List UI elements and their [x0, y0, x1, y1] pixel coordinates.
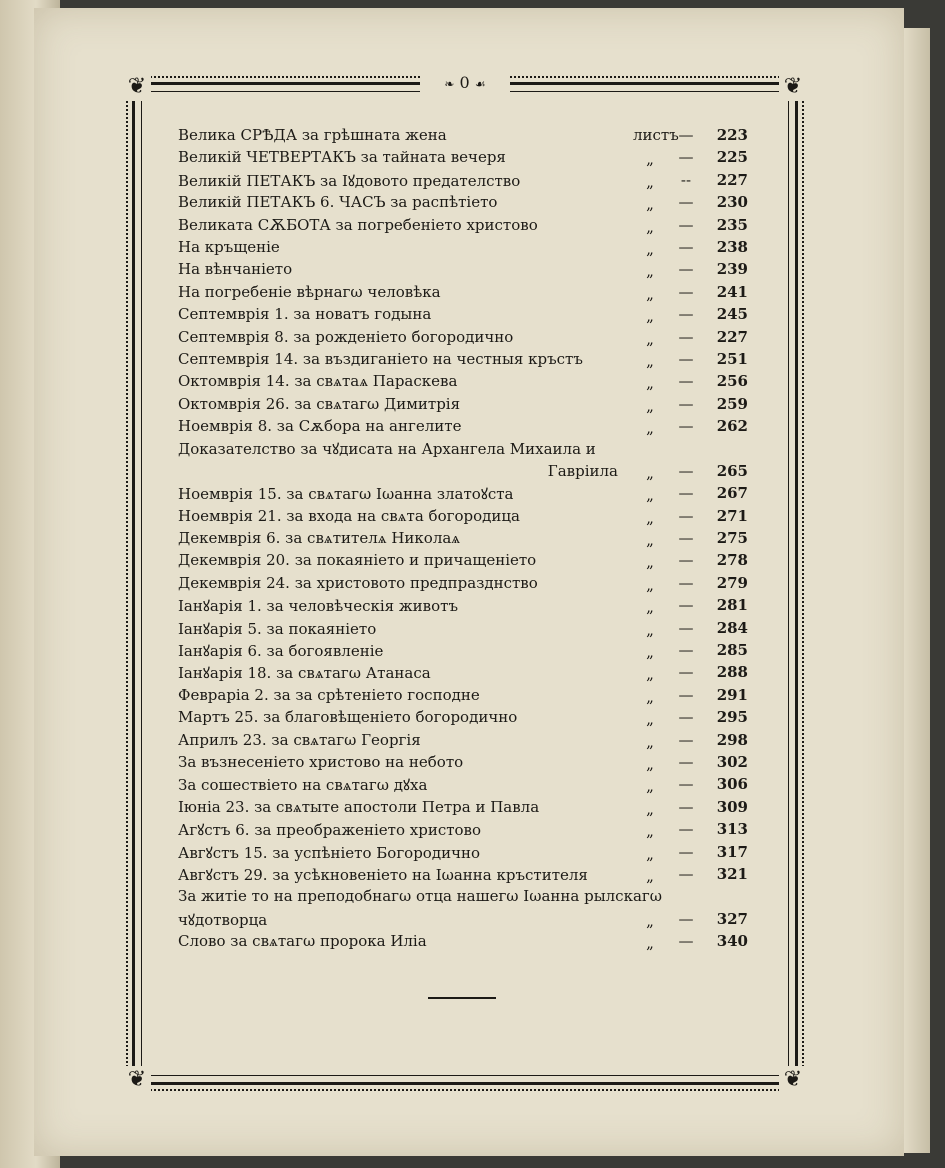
toc-page-number: 340: [716, 932, 748, 951]
toc-row: [178, 238, 748, 260]
toc-ditto-mark: „: [646, 687, 654, 706]
toc-row: [178, 843, 748, 865]
toc-title: Авгꙋстъ 29. за усѣкновеніето на Іωанна кръстителя: [178, 865, 588, 884]
toc-page-number: 309: [716, 797, 748, 816]
toc-ditto-mark: „: [646, 799, 654, 818]
toc-dash: —: [678, 529, 694, 548]
toc-title: Іанꙋарія 5. за покаяніето: [178, 619, 377, 638]
corner-ornament-icon: ❦: [123, 1066, 151, 1094]
toc-title: Великій ПЕТАКЪ за Іꙋдовото предателство: [178, 171, 521, 190]
toc-title: Іанꙋарія 6. за богоявленіе: [178, 641, 384, 660]
toc-page-number: 306: [716, 775, 748, 794]
toc-page-number: 223: [716, 126, 748, 144]
toc-row: [178, 932, 748, 954]
toc-dash: —: [678, 730, 694, 749]
closing-rule: [428, 997, 496, 999]
toc-dash: —: [678, 864, 694, 883]
toc-row: [178, 663, 748, 685]
toc-dash: —: [678, 394, 694, 413]
toc-row: [178, 731, 748, 753]
toc-dash: —: [678, 260, 694, 279]
toc-dash: —: [678, 708, 694, 727]
toc-title: За житіе то на преподобнагω отца нашегω Іωанна рылскагω: [178, 887, 662, 906]
toc-title: Ноемврія 8. за Сѫбора на ангелите: [178, 417, 462, 436]
toc-page-number: 256: [716, 372, 748, 391]
toc-row: [178, 216, 748, 238]
toc-page-number: 271: [716, 506, 748, 525]
toc-dash: —: [678, 193, 694, 212]
toc-title: Гавріила: [547, 461, 618, 480]
toc-ditto-mark: „: [646, 239, 654, 258]
toc-page-number: 302: [716, 752, 748, 771]
toc-row: [178, 574, 748, 596]
toc-row: [178, 260, 748, 282]
toc-page-number: 317: [716, 842, 748, 861]
toc-ditto-mark: „: [646, 150, 654, 169]
toc-page-number: 265: [716, 461, 748, 480]
toc-ditto-mark: „: [646, 822, 654, 841]
toc-ditto-mark: „: [646, 844, 654, 863]
toc-row: [178, 507, 748, 529]
toc-ditto-mark: „: [646, 307, 654, 326]
toc-ditto-mark: „: [646, 777, 654, 796]
toc-row: [178, 439, 748, 461]
toc-row: [178, 887, 748, 909]
toc-ditto-mark: „: [646, 419, 654, 438]
toc-ditto-mark: „: [646, 642, 654, 661]
toc-dash: —: [678, 842, 694, 861]
toc-row: [178, 193, 748, 215]
toc-row: [178, 529, 748, 551]
toc-ditto-mark: „: [646, 754, 654, 773]
toc-row: [178, 596, 748, 618]
toc-ditto-mark: „: [646, 463, 654, 482]
toc-page-number: 251: [716, 349, 748, 368]
toc-ditto-mark: „: [646, 911, 654, 930]
toc-page-number: 259: [716, 394, 748, 413]
toc-ditto-mark: „: [646, 575, 654, 594]
toc-dash: —: [678, 148, 694, 167]
toc-title: За възнесеніето христово на небото: [178, 752, 464, 771]
toc-ditto-mark: „: [646, 396, 654, 415]
toc-page-number: 239: [716, 260, 748, 279]
toc-dash: —: [678, 506, 694, 525]
toc-row: [178, 148, 748, 170]
toc-dash: —: [678, 417, 694, 436]
toc-dash: —: [678, 126, 694, 144]
toc-title: Мартъ 25. за благовѣщеніето богородично: [178, 708, 518, 727]
toc-row: [178, 753, 748, 775]
toc-row: [178, 798, 748, 820]
toc-page-number: 279: [716, 573, 748, 592]
corner-ornament-icon: ❦: [779, 1066, 807, 1094]
toc-dash: —: [678, 215, 694, 234]
toc-ditto-mark: „: [646, 486, 654, 505]
toc-dash: —: [678, 909, 694, 928]
toc-page-number: 321: [716, 864, 748, 883]
toc-row: [178, 551, 748, 573]
toc-dash: —: [678, 640, 694, 659]
toc-dash: —: [678, 573, 694, 592]
toc-title: Октомврія 14. за свѧтаѧ Параскева: [178, 372, 458, 391]
toc-row: [178, 619, 748, 641]
toc-dash: —: [678, 349, 694, 368]
toc-title: Іюніа 23. за свѧтыте апостоли Петра и Павла: [178, 797, 540, 816]
toc-dash: —: [678, 551, 694, 570]
toc-page-number: 284: [716, 618, 748, 637]
toc-ditto-mark: „: [646, 934, 654, 953]
toc-ditto-mark: „: [646, 351, 654, 370]
toc-dash: —: [678, 596, 694, 615]
toc-page-number: 295: [716, 708, 748, 727]
toc-title: Ноемврія 15. за свѧтагω Іωанна златоꙋста: [178, 485, 514, 504]
toc-page-number: 227: [716, 327, 748, 346]
toc-page-number: 238: [716, 237, 748, 256]
toc-page-number: 225: [716, 148, 748, 167]
toc-page-number: 327: [716, 909, 748, 928]
toc-ditto-mark: „: [646, 553, 654, 572]
toc-title: Декемврія 20. за покаяніето и причащеніето: [178, 551, 537, 570]
toc-title: Великій ЧЕТВЕРТАКЪ за тайната вечеря: [178, 148, 506, 167]
toc-dash: —: [678, 685, 694, 704]
table-of-contents: [178, 126, 748, 954]
toc-row: [178, 350, 748, 372]
page-number: 0: [459, 73, 470, 92]
toc-ditto-mark: „: [646, 374, 654, 393]
toc-row: [178, 283, 748, 305]
toc-title: Великій ПЕТАКЪ 6. ЧАСЪ за распѣтіето: [178, 193, 498, 212]
toc-title: На погребеніе вѣрнагω человѣка: [178, 282, 441, 301]
page-number-header: [420, 70, 510, 96]
toc-ditto-mark: „: [646, 710, 654, 729]
toc-row: [178, 820, 748, 842]
toc-dash: —: [678, 372, 694, 391]
toc-page-number: 241: [716, 282, 748, 301]
toc-dash: —: [678, 305, 694, 324]
toc-ditto-mark: „: [646, 217, 654, 236]
toc-page-number: 291: [716, 685, 748, 704]
corner-ornament-icon: ❦: [123, 73, 151, 101]
toc-dash: —: [678, 752, 694, 771]
toc-ditto-mark: „: [646, 598, 654, 617]
toc-page-number: 275: [716, 529, 748, 548]
toc-page-number: 230: [716, 193, 748, 212]
toc-ditto-mark: „: [646, 665, 654, 684]
toc-page-number: 262: [716, 417, 748, 436]
toc-title: Слово за свѧтагω пророка Иліа: [178, 932, 427, 951]
toc-title: Септемврія 8. за рожденіето богородично: [178, 327, 514, 346]
toc-title: Февраріа 2. за за срѣтеніето господне: [178, 685, 480, 704]
toc-ditto-mark: „: [646, 262, 654, 281]
toc-page-number: 227: [716, 170, 748, 189]
toc-dash: —: [678, 663, 694, 682]
toc-page-number: 267: [716, 484, 748, 503]
toc-row: [178, 484, 748, 506]
toc-dash: —: [678, 282, 694, 301]
toc-title: Ноемврія 21. за входа на свѧта богородица: [178, 506, 520, 525]
toc-row: [178, 305, 748, 327]
toc-title: Іанꙋарія 18. за свѧтагω Атанаса: [178, 664, 431, 683]
toc-page-number: 278: [716, 551, 748, 570]
toc-row: [178, 126, 748, 148]
toc-ditto-mark: „: [646, 531, 654, 550]
toc-ditto-mark: „: [646, 172, 654, 191]
toc-dash: —: [678, 797, 694, 816]
toc-dash: —: [678, 618, 694, 637]
toc-title: Септемврія 14. за въздиганіето на честныя кръстъ: [178, 349, 583, 368]
toc-leaf-label: листъ: [633, 126, 679, 144]
toc-ditto-mark: „: [646, 329, 654, 348]
toc-dash: —: [678, 820, 694, 839]
toc-ditto-mark: „: [646, 620, 654, 639]
toc-row: [178, 708, 748, 730]
toc-dash: —: [678, 775, 694, 794]
toc-page-number: 298: [716, 730, 748, 749]
toc-row: [178, 910, 748, 932]
toc-title: Септемврія 1. за новатъ годына: [178, 305, 432, 324]
toc-ditto-mark: „: [646, 508, 654, 527]
toc-ditto-mark: „: [646, 732, 654, 751]
toc-page-number: 285: [716, 640, 748, 659]
toc-title: На кръщеніе: [178, 237, 280, 256]
toc-ditto-mark: „: [646, 284, 654, 303]
toc-title: чꙋдотворца: [178, 910, 268, 929]
toc-title: Априлъ 23. за свѧтагω Георгія: [178, 730, 421, 749]
toc-title: Декемврія 6. за свѧтителѧ Николаѧ: [178, 529, 461, 548]
toc-row: [178, 328, 748, 350]
toc-page-number: 288: [716, 663, 748, 682]
toc-page-number: 281: [716, 596, 748, 615]
leaf-ornament-icon: ☙: [474, 77, 486, 91]
toc-row: [178, 395, 748, 417]
toc-ditto-mark: „: [646, 195, 654, 214]
corner-ornament-icon: ❦: [779, 73, 807, 101]
toc-row: [178, 641, 748, 663]
toc-title: Авгꙋстъ 15. за успѣніето Богородично: [178, 843, 481, 862]
toc-title: Агꙋстъ 6. за преображеніето христово: [178, 821, 482, 840]
toc-title: За сошествіето на свѧтагω дꙋха: [178, 776, 428, 795]
toc-row: [178, 462, 748, 484]
toc-title: Декемврія 24. за христовото предпразднство: [178, 573, 538, 592]
toc-dash: —: [678, 461, 694, 480]
toc-row: [178, 686, 748, 708]
toc-dash: —: [678, 932, 694, 951]
toc-title: Велика СРѢДА за грѣшната жена: [178, 126, 447, 144]
toc-row: [178, 775, 748, 797]
toc-page-number: 313: [716, 820, 748, 839]
toc-title: Доказателство за чꙋдисата на Архангела Михаила и: [178, 440, 596, 459]
toc-page-number: 245: [716, 305, 748, 324]
toc-row: [178, 417, 748, 439]
toc-title: Іанꙋарія 1. за человѣческія животъ: [178, 597, 459, 616]
toc-title: На вѣнчаніето: [178, 260, 293, 279]
toc-dash: --: [680, 170, 692, 189]
toc-title: Великата СѪБОТА за погребеніето христово: [178, 215, 538, 234]
toc-row: [178, 372, 748, 394]
toc-dash: —: [678, 484, 694, 503]
toc-title: Октомврія 26. за свѧтагω Димитрія: [178, 394, 461, 413]
toc-page-number: 235: [716, 215, 748, 234]
toc-dash: —: [678, 327, 694, 346]
toc-dash: —: [678, 237, 694, 256]
toc-row: [178, 865, 748, 887]
leaf-ornament-icon: ❧: [444, 77, 455, 91]
toc-row: [178, 171, 748, 193]
toc-ditto-mark: „: [646, 866, 654, 885]
